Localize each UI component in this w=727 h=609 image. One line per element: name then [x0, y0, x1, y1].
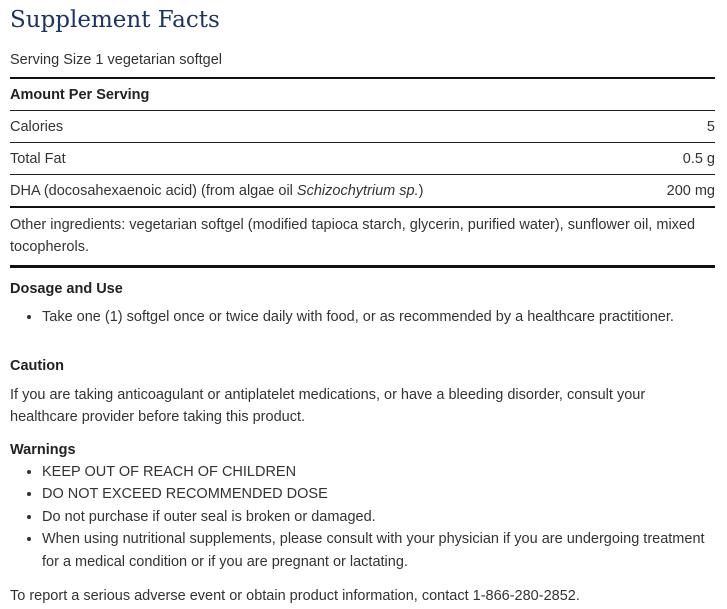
adverse-event-contact: To report a serious adverse event or obtain product information, contact 1-866-280-2852. [10, 588, 580, 604]
nutrient-name-suffix: ) [418, 182, 424, 199]
dosage-heading: Dosage and Use [10, 281, 123, 297]
nutrient-row-dha [10, 175, 715, 208]
amount-per-serving-header [10, 79, 715, 111]
nutrient-row-calories [10, 111, 715, 143]
nutrient-value: 200 mg [666, 182, 715, 199]
supplement-facts-panel [10, 0, 715, 607]
nutrient-name-prefix: DHA (docosahexaenoic acid) (from algae oil [10, 182, 297, 199]
nutrient-name-species: Schizochytrium sp. [296, 182, 419, 199]
dosage-list [10, 306, 715, 329]
warnings-list [10, 461, 715, 574]
caution-heading: Caution [10, 357, 64, 374]
nutrient-value: 0.5 g [682, 150, 715, 167]
list-item: • Take one (1) softgel once or twice daily with food, or as recommended by a healthcare practitioner. [42, 306, 715, 329]
list-item: • Do not purchase if outer seal is broken or damaged. [42, 506, 715, 529]
nutrient-name: Calories [10, 118, 64, 135]
amount-header-label: Amount Per Serving [10, 86, 150, 103]
list-item: • DO NOT EXCEED RECOMMENDED DOSE [42, 483, 715, 506]
nutrient-name [10, 183, 423, 199]
nutrient-value: 5 [706, 118, 715, 135]
page-title: Supplement Facts [10, 7, 220, 33]
nutrient-row-total-fat [10, 143, 715, 175]
serving-size: Serving Size 1 vegetarian softgel [10, 43, 715, 79]
list-item: • When using nutritional supplements, please consult with your physician if you are undergoing treatment for a medical condition or if you are pregnant or lactating. [42, 528, 715, 573]
other-ingredients: Other ingredients: vegetarian softgel (modified tapioca starch, glycerin, purified water), sunflower oil, mixed tocopherols. [10, 208, 715, 268]
caution-text: If you are taking anticoagulant or antiplatelet medications, or have a bleeding disorder, consult your healthcare provider before taking this product. [10, 386, 646, 425]
warnings-heading: Warnings [10, 441, 76, 458]
list-item: • KEEP OUT OF REACH OF CHILDREN [42, 461, 715, 484]
nutrient-name: Total Fat [10, 150, 66, 167]
